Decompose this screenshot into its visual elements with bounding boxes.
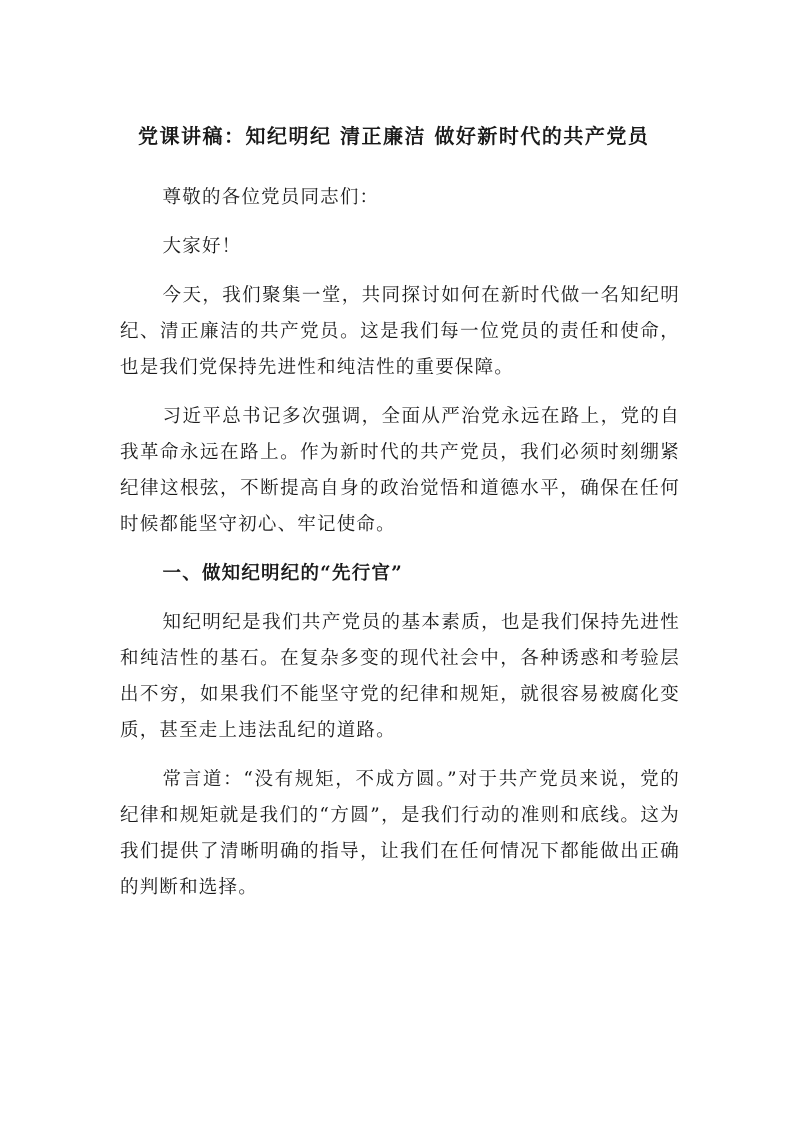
paragraph: 常言道：“没有规矩，不成方圆。”对于共产党员来说，党的纪律和规矩就是我们的“方圆”，是我们行动的准则和底线。这为我们提供了清晰明确的指导，让我们在任何情况下都能做出正确的判断和选择。: [120, 769, 680, 898]
document-title: 党课讲稿：知纪明纪 清正廉洁 做好新时代的共产党员: [138, 124, 650, 148]
paragraph: 今天，我们聚集一堂，共同探讨如何在新时代做一名知纪明纪、清正廉洁的共产党员。这是我们每一位党员的责任和使命，也是我们党保持先进性和纯洁性的重要保障。: [120, 285, 680, 378]
document-body: [120, 118, 680, 919]
section-heading: 一、做知纪明纪的“先行官”: [162, 563, 403, 584]
paragraph: 知纪明纪是我们共产党员的基本素质，也是我们保持先进性和纯洁性的基石。在复杂多变的现代社会中，各种诱惑和考验层出不穷，如果我们不能坚守党的纪律和规矩，就很容易被腐化变质，甚至走上违法乱纪的道路。: [120, 612, 680, 741]
salutation: 尊敬的各位党员同志们：: [162, 187, 380, 208]
greeting: 大家好！: [162, 236, 242, 257]
paragraph: 习近平总书记多次强调，全面从严治党永远在路上，党的自我革命永远在路上。作为新时代的共产党员，我们必须时刻绷紧纪律这根弦，不断提高自身的政治觉悟和道德水平，确保在任何时候都能坚守初心、牢记使命。: [120, 406, 680, 535]
